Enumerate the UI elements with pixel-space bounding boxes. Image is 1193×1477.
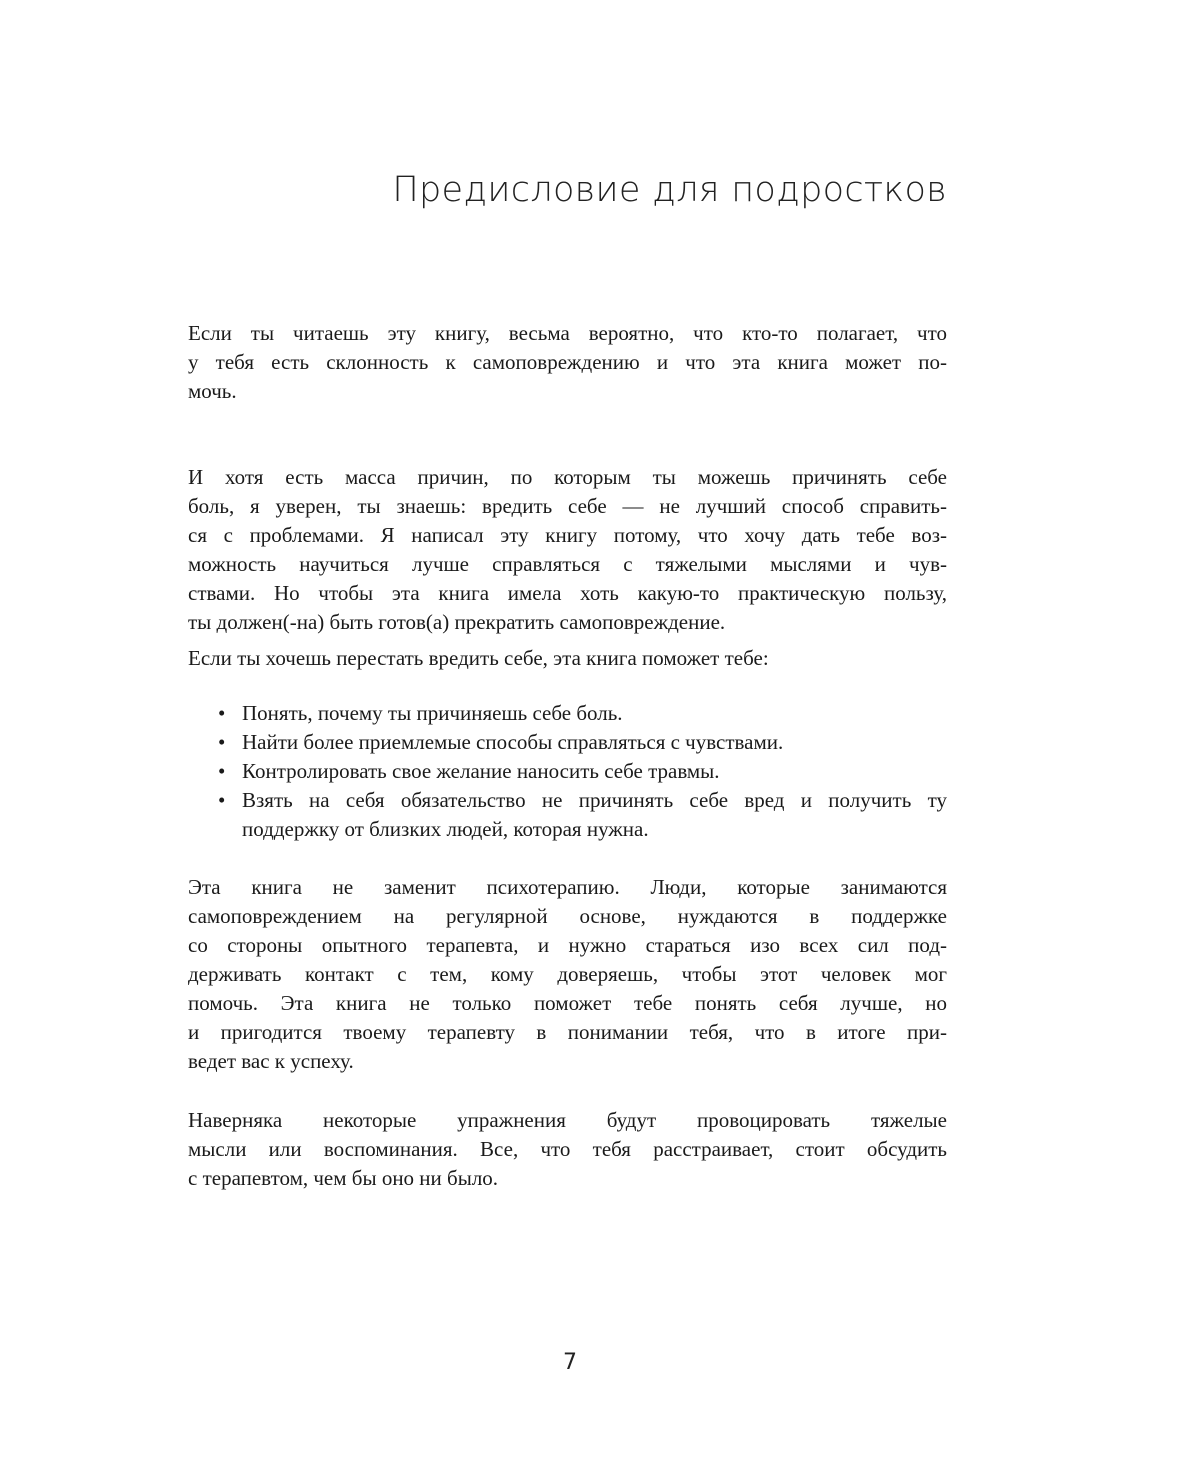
text-line: Найти более приемлемые способы справляться с чувствами. [242,730,784,754]
text-line: ведет вас к успеху. [188,1049,354,1073]
text-line: самоповреждением на регулярной основе, нуждаются в поддержке [188,904,947,928]
text-line: И хотя есть масса причин, по которым ты можешь причинять себе [188,465,947,489]
text-line: ты должен(-на) быть готов(а) прекратить самоповреждение. [188,610,726,634]
bullet-item [218,699,947,728]
text-line: боль, я уверен, ты знаешь: вредить себе — не лучший способ справить- [188,494,947,518]
page-number: 7 [563,1350,577,1375]
text-line: мысли или воспоминания. Все, что тебя расстраивает, стоит обсудить [188,1137,947,1161]
text-line: Контролировать свое желание наносить себе травмы. [242,759,720,783]
text-line: Эта книга не заменит психотерапию. Люди, которые занимаются [188,875,947,899]
text-line: помочь. Эта книга не только поможет тебе понять себя лучше, но [188,991,947,1015]
text-line: и пригодится твоему терапевту в понимании тебя, что в итоге при- [188,1020,947,1044]
bullet-icon: • [218,701,226,725]
text-line: держивать контакт с тем, кому доверяешь, чтобы этот человек мог [188,962,947,986]
text-line: поддержку от близких людей, которая нужна. [242,817,649,841]
paragraph-1 [188,319,947,406]
chapter-title: Предисловие для подростков [392,170,947,210]
text-line: Если ты хочешь перестать вредить себе, эта книга поможет тебе: [188,646,769,670]
paragraph-5 [188,1106,947,1193]
text-line: Наверняка некоторые упражнения будут провоцировать тяжелые [188,1108,947,1132]
bullet-icon: • [218,730,226,754]
paragraph-4 [188,873,947,1076]
text-line: мочь. [188,379,237,403]
text-line: со стороны опытного терапевта, и нужно стараться изо всех сил под- [188,933,947,957]
text-line: Понять, почему ты причиняешь себе боль. [242,701,623,725]
bullet-item [218,757,947,786]
paragraph-3 [188,644,947,673]
paragraph-2 [188,463,947,637]
bullet-icon: • [218,788,226,812]
text-line: у тебя есть склонность к самоповреждению и что эта книга может по- [188,350,947,374]
text-line: можность научиться лучше справляться с тяжелыми мыслями и чув- [188,552,947,576]
bullet-item [218,728,947,757]
bullet-icon: • [218,759,226,783]
text-line: Взять на себя обязательство не причинять себе вред и получить ту [242,788,947,812]
text-line: Если ты читаешь эту книгу, весьма вероятно, что кто-то полагает, что [188,321,947,345]
text-line: ся с проблемами. Я написал эту книгу потому, что хочу дать тебе воз- [188,523,947,547]
bullet-list [218,699,947,844]
text-line: ствами. Но чтобы эта книга имела хоть какую-то практическую пользу, [188,581,947,605]
bullet-item [218,786,947,844]
text-line: с терапевтом, чем бы оно ни было. [188,1166,499,1190]
